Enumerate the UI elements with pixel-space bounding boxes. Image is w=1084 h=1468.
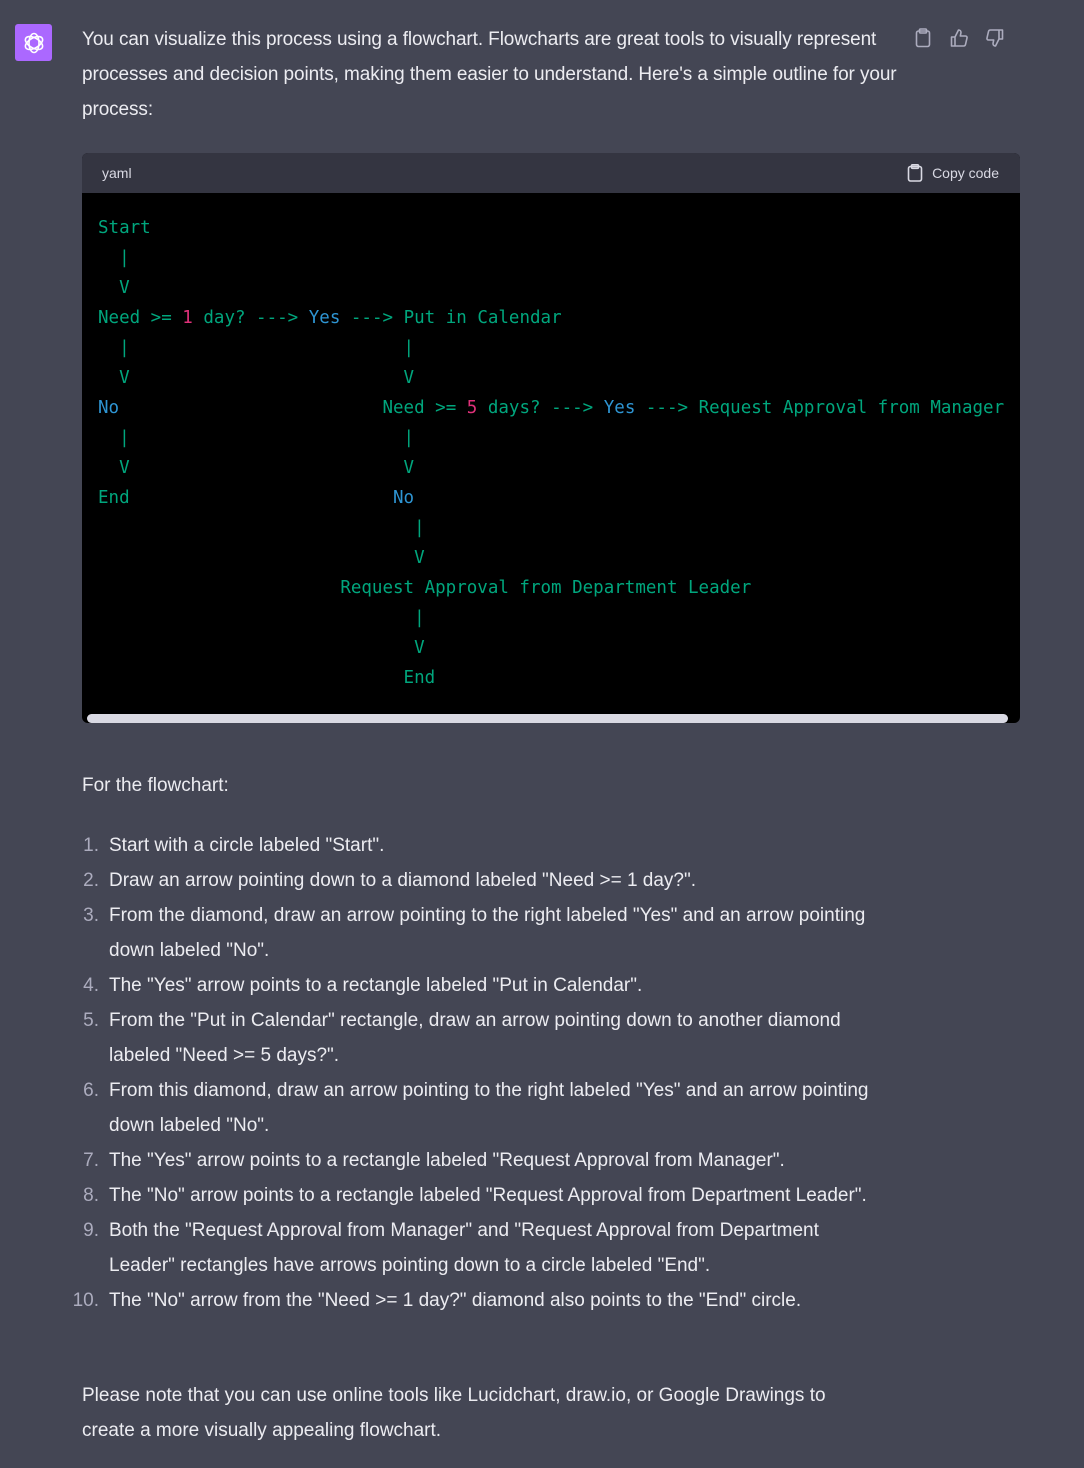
copy-code-label: Copy code bbox=[932, 165, 999, 181]
thumbs-down-icon bbox=[985, 28, 1005, 48]
code-line bbox=[98, 518, 425, 538]
list-item-text: From this diamond, draw an arrow pointing to the right labeled "Yes" and an arrow pointing down labeled "No". bbox=[109, 1080, 869, 1136]
code-token bbox=[130, 488, 393, 508]
code-line bbox=[98, 578, 751, 598]
list-item bbox=[82, 898, 882, 968]
copy-code-button[interactable] bbox=[907, 164, 999, 182]
code-token: V V bbox=[98, 368, 415, 388]
code-line bbox=[98, 548, 425, 568]
code-line bbox=[98, 338, 414, 358]
outro-paragraph: Please note that you can use online tools like Lucidchart, draw.io, or Google Drawings to create a more visually appealing flowchart. bbox=[82, 1385, 826, 1441]
list-item bbox=[82, 1003, 882, 1073]
code-token: | bbox=[98, 248, 130, 268]
list-item-number: 7. bbox=[83, 1150, 99, 1171]
code-token: No bbox=[98, 398, 120, 418]
code-token: 1 bbox=[182, 308, 193, 328]
list-item-number: 1. bbox=[83, 835, 99, 856]
list-item-text: The "Yes" arrow points to a rectangle labeled "Request Approval from Manager". bbox=[109, 1150, 785, 1171]
list-item-text: Start with a circle labeled "Start". bbox=[109, 835, 385, 856]
code-line bbox=[98, 218, 151, 238]
list-item bbox=[82, 828, 882, 863]
code-block bbox=[82, 153, 1020, 723]
code-token: Request Approval from Department Leader bbox=[98, 578, 752, 598]
flowchart-instructions bbox=[72, 768, 902, 1441]
code-line bbox=[98, 368, 414, 388]
code-line bbox=[98, 638, 425, 658]
code-token: ---> Put in Calendar bbox=[340, 308, 562, 328]
list-item bbox=[82, 1143, 882, 1178]
code-token: Yes bbox=[603, 398, 636, 418]
list-item-number: 2. bbox=[83, 870, 99, 891]
list-item-text: The "No" arrow from the "Need >= 1 day?" diamond also points to the "End" circle. bbox=[109, 1290, 802, 1311]
list-item bbox=[82, 968, 882, 1003]
list-item bbox=[82, 1213, 882, 1283]
code-body bbox=[82, 193, 1020, 723]
list-item bbox=[82, 863, 882, 898]
openai-logo-icon bbox=[21, 30, 47, 56]
code-line bbox=[98, 278, 130, 298]
code-token: V bbox=[98, 638, 425, 658]
code-token: Yes bbox=[308, 308, 341, 328]
code-token: | | bbox=[98, 428, 415, 448]
code-token: End bbox=[98, 488, 130, 508]
list-item-number: 5. bbox=[83, 1010, 99, 1031]
code-line bbox=[98, 248, 130, 268]
list-item-number: 10. bbox=[72, 1290, 99, 1311]
code-header bbox=[82, 153, 1020, 193]
code-token: days? ---> bbox=[477, 398, 604, 418]
code-token: No bbox=[393, 488, 415, 508]
code-token: day? ---> bbox=[192, 308, 309, 328]
assistant-message bbox=[82, 22, 922, 127]
code-token: 5 bbox=[466, 398, 478, 418]
list-item bbox=[82, 1178, 882, 1213]
code-token: ---> Request Approval from Manager bbox=[635, 398, 1005, 418]
list-item-number: 8. bbox=[83, 1185, 99, 1206]
code-token: | bbox=[98, 608, 425, 628]
code-token: Need >= bbox=[98, 308, 183, 328]
horizontal-scrollbar[interactable] bbox=[87, 714, 1008, 723]
assistant-avatar bbox=[15, 24, 52, 61]
code-token: V V bbox=[98, 458, 415, 478]
list-item-text: From the "Put in Calendar" rectangle, draw an arrow pointing down to another diamond labeled "Need >= 5 days?". bbox=[109, 1010, 841, 1066]
code-line bbox=[98, 488, 414, 508]
list-item-text: Both the "Request Approval from Manager" and "Request Approval from Department Leader" rectangles have arrows pointing down to a circle labeled "End". bbox=[109, 1220, 819, 1276]
thumbs-up-button[interactable] bbox=[948, 26, 970, 50]
list-item-number: 4. bbox=[83, 975, 99, 996]
list-item-number: 6. bbox=[83, 1080, 99, 1101]
thumbs-down-button[interactable] bbox=[984, 26, 1006, 50]
list-item bbox=[82, 1073, 882, 1143]
code-line bbox=[98, 398, 1004, 418]
code-line bbox=[98, 608, 425, 628]
code-line bbox=[98, 668, 435, 688]
code-token: Need >= bbox=[119, 398, 467, 418]
thumbs-up-icon bbox=[949, 28, 969, 48]
list-item-text: From the diamond, draw an arrow pointing to the right labeled "Yes" and an arrow pointing down labeled "No". bbox=[109, 905, 866, 961]
list-item-text: Draw an arrow pointing down to a diamond labeled "Need >= 1 day?". bbox=[109, 870, 697, 891]
instructions-heading: For the flowchart: bbox=[82, 775, 229, 796]
code-token: V bbox=[98, 548, 425, 568]
code-token: Start bbox=[98, 218, 151, 238]
list-item-number: 3. bbox=[83, 905, 99, 926]
message-actions bbox=[912, 26, 1006, 50]
list-item-text: The "No" arrow points to a rectangle labeled "Request Approval from Department Leader". bbox=[109, 1185, 867, 1206]
code-token: | bbox=[98, 518, 425, 538]
code-line bbox=[98, 458, 414, 478]
list-item-number: 9. bbox=[83, 1220, 99, 1241]
code-token: V bbox=[98, 278, 130, 298]
clipboard-icon bbox=[907, 164, 923, 182]
list-item bbox=[72, 1283, 882, 1318]
code-line bbox=[98, 308, 562, 328]
code-token: End bbox=[98, 668, 436, 688]
code-language-label: yaml bbox=[102, 165, 132, 181]
intro-paragraph: You can visualize this process using a flowchart. Flowcharts are great tools to visually represent processes and decision points, making them easier to understand. Here's a simple outline for your process: bbox=[82, 29, 897, 120]
steps-list bbox=[72, 828, 882, 1318]
code-token: | | bbox=[98, 338, 415, 358]
list-item-text: The "Yes" arrow points to a rectangle labeled "Put in Calendar". bbox=[109, 975, 643, 996]
code-line bbox=[98, 428, 414, 448]
